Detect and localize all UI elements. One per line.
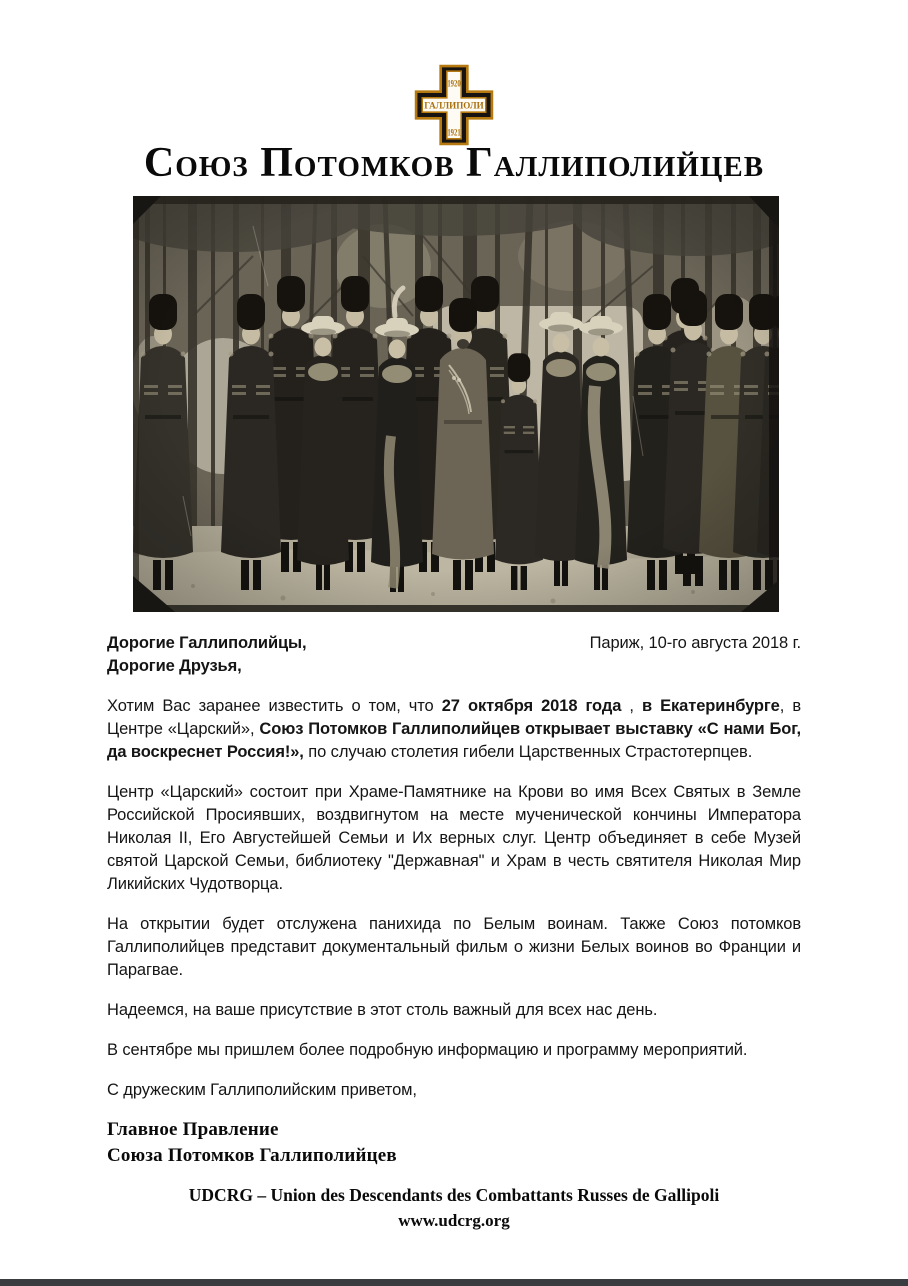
signature-line-2: Союза Потомков Галлиполийцев [107,1145,397,1166]
paragraph-center-tsarsky: Центр «Царский» состоит при Храме-Памятнике на Крови во имя Всех Святых в Земле Российской Просиявших, воздвигнутом на месте мученической кончины Императора Николая II, Его Августейшей Семьи и Их верных слуг. Центр объединяет в себе Музей святой Царской Семьи, библиотеку "Державная" и Храм в честь святителя Николая Мир Ликийских Чудотворца. [107,783,801,893]
signature-block [107,1117,801,1169]
paragraph-announcement: Хотим Вас заранее известить о том, что 27 октября 2018 года , в Екатеринбурге, в Центре «Царский», Союз Потомков Галлиполийцев открывает выставку «С нами Бог, да воскреснет Россия!», по случаю столетия гибели Царственных Страстотерпцев. [107,697,802,761]
paragraph-regards: С дружеским Галлиполийским приветом, [107,1081,417,1099]
greeting-row [107,632,801,655]
greeting-line-2: Дорогие Друзья, [107,657,242,675]
dateline: Париж, 10-го августа 2018 г. [589,634,801,652]
signature-line-1: Главное Правление [107,1119,279,1140]
letter-body [107,632,801,1169]
footer [0,1183,908,1233]
page-title: Союз Потомков Галлиполийцев [143,140,765,186]
group-photo [133,196,779,612]
footer-website: www.udcrg.org [398,1211,510,1230]
paragraph-september: В сентябре мы пришлем более подробную информацию и программу мероприятий. [107,1041,748,1059]
greeting-line-1: Дорогие Галлиполийцы, [107,634,307,652]
window-bottom-bar [0,1279,908,1286]
paragraph-panikhida: На открытии будет отслужена панихида по Белым воинам. Также Союз потомков Галлиполийцев представит документальный фильм о жизни Белых воинов во Франции и Парагвае. [107,915,801,979]
gallipoli-cross-icon [413,63,495,147]
logo-year-bottom: 1921 [447,127,461,138]
footer-organization: UDCRG – Union des Descendants des Combattants Russes de Gallipoli [188,1185,720,1205]
logo-label: ГАЛЛИПОЛИ [424,100,485,112]
logo-year-top: 1920 [447,78,461,89]
group-photo-image [133,196,779,612]
gallipoli-cross-logo [413,63,495,147]
paragraph-hope: Надеемся, на ваше присутствие в этот столь важный для всех нас день. [107,1001,658,1019]
